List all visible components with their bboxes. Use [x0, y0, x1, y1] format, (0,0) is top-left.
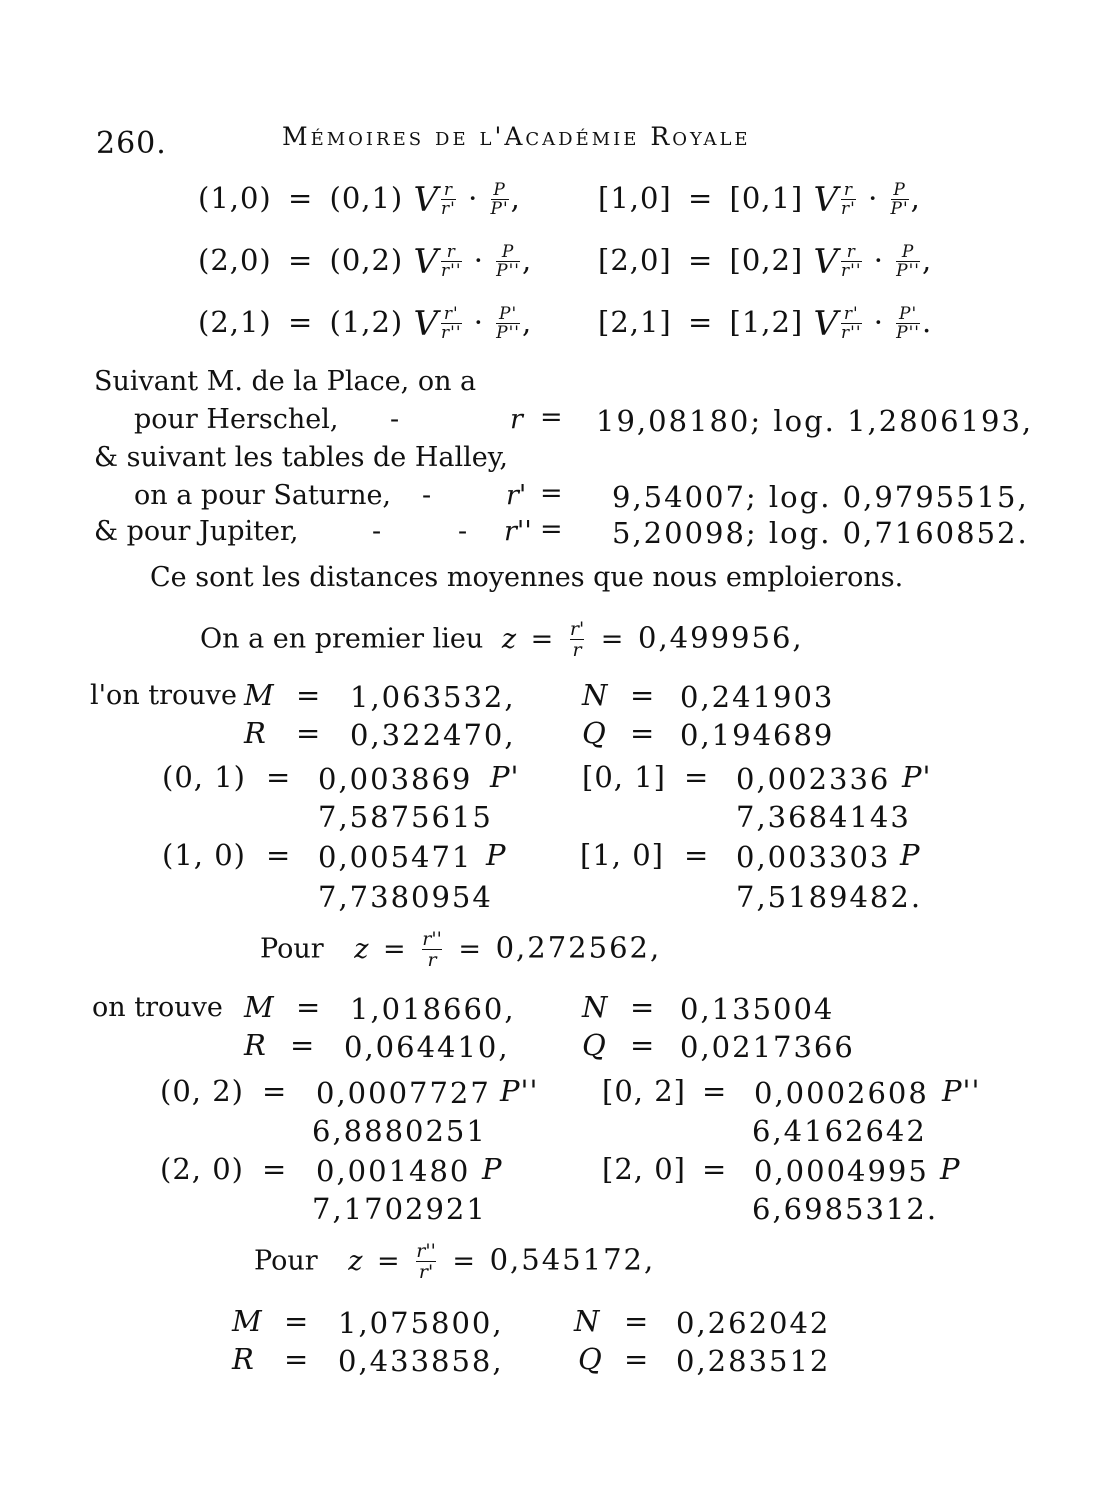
mass-symbol: P'': [942, 1074, 981, 1108]
relation-line-2-bracket: [598, 242, 932, 282]
herschel-variable: r: [510, 404, 523, 435]
coef-label: (0, 2): [160, 1074, 244, 1108]
mass-denominator: P'': [496, 261, 520, 281]
coef-value: 0,001480: [316, 1154, 471, 1188]
third-case: [254, 1242, 655, 1282]
root-sign: V: [413, 304, 440, 344]
relation-lhs: (2,1): [198, 305, 272, 339]
mass-symbol: P: [486, 838, 507, 872]
case-intro: Pour: [260, 933, 324, 965]
z-variable: z: [354, 933, 369, 965]
jupiter-variable: r'': [504, 516, 532, 547]
saturne-variable: r': [506, 480, 527, 511]
mass-numerator: P': [499, 304, 518, 324]
radicand-numerator: r: [846, 242, 856, 262]
coef-value: 0,0007727: [316, 1076, 491, 1110]
equals-sign: =: [452, 1245, 476, 1277]
equals-sign: =: [262, 1074, 288, 1108]
trouve-label: on trouve: [92, 992, 223, 1023]
separator: ,: [521, 243, 533, 277]
coef-label: [1, 0]: [580, 838, 664, 872]
equals-sign: =: [684, 838, 710, 872]
separator: ,: [510, 181, 521, 215]
relation-line-2: [198, 242, 532, 282]
ratio-fraction: [570, 620, 584, 660]
trouve-label: l'on trouve: [90, 680, 237, 711]
radicand-numerator: r: [443, 180, 453, 200]
ratio-fraction: [416, 1242, 436, 1282]
equals-sign: =: [624, 1342, 650, 1376]
radicand-numerator: r': [843, 304, 859, 324]
equals-sign: =: [687, 181, 714, 215]
N-label: N: [574, 1304, 601, 1338]
relation-rhs-base: (0,2): [329, 243, 404, 277]
M-label: M: [232, 1304, 263, 1338]
coef-value: 0,002336: [736, 762, 891, 796]
radicand-fraction: [441, 182, 456, 218]
mass-fraction: [496, 244, 520, 280]
mass-numerator: P: [493, 180, 506, 200]
ratio-numerator: r': [569, 618, 585, 640]
N-value: 0,135004: [680, 992, 835, 1026]
running-header: Mémoires de l'Académie Royale: [282, 122, 751, 151]
N-value: 0,241903: [680, 680, 835, 714]
root-sign: V: [413, 180, 440, 220]
relation-lhs: [1,0]: [598, 181, 672, 215]
case-intro: Pour: [254, 1245, 318, 1277]
equals-sign: =: [296, 716, 322, 750]
coef-log: 6,8880251: [312, 1114, 487, 1148]
separator: ,: [921, 243, 933, 277]
N-label: N: [582, 990, 609, 1024]
equals-sign: =: [630, 678, 656, 712]
equals-sign: =: [540, 402, 563, 433]
equals-sign: =: [540, 478, 563, 509]
ratio-numerator: r'': [416, 1240, 436, 1262]
relation-rhs-base: (1,2): [329, 305, 404, 339]
equals-sign: =: [687, 243, 714, 277]
coef-value: 0,005471: [318, 840, 473, 874]
ratio-numerator: r'': [422, 928, 442, 950]
equals-sign: =: [383, 933, 406, 965]
M-value: 1,018660,: [350, 992, 516, 1026]
dot: ·: [473, 305, 484, 339]
radicand-fraction: [841, 244, 861, 280]
coef-value: 0,003303: [736, 840, 891, 874]
ratio-value: 0,499956,: [638, 620, 804, 655]
case-intro: On a en premier lieu: [200, 623, 484, 655]
Q-label: Q: [578, 1342, 603, 1376]
relation-line-1-bracket: [598, 180, 921, 220]
coef-label: [0, 1]: [582, 760, 666, 794]
equals-sign: =: [530, 623, 554, 655]
coef-log: 7,5875615: [318, 800, 493, 834]
equals-sign: =: [630, 716, 656, 750]
coef-log: 6,6985312.: [752, 1192, 939, 1226]
equals-sign: =: [287, 181, 314, 215]
equals-sign: =: [630, 1028, 656, 1062]
mass-symbol: P'': [500, 1074, 539, 1108]
Q-label: Q: [582, 716, 607, 750]
ratio-fraction: [422, 930, 442, 970]
R-value: 0,433858,: [338, 1344, 504, 1378]
second-case: [260, 930, 661, 970]
coef-label: (2, 0): [160, 1152, 244, 1186]
M-label: M: [244, 678, 275, 712]
dash: -: [390, 404, 400, 435]
mass-symbol: P: [940, 1152, 961, 1186]
R-value: 0,064410,: [344, 1030, 510, 1064]
radicand-fraction: [441, 306, 461, 342]
first-case: [200, 620, 804, 660]
dash: -: [458, 516, 468, 547]
dot: ·: [473, 243, 484, 277]
dot: ·: [873, 305, 884, 339]
R-value: 0,322470,: [350, 718, 516, 752]
equals-sign: =: [262, 1152, 288, 1186]
separator: ,: [521, 305, 533, 339]
mass-denominator: P'': [496, 323, 520, 343]
relation-lhs: [2,1]: [598, 305, 672, 339]
mass-fraction: [896, 306, 920, 342]
ratio-denominator: r': [416, 1261, 436, 1282]
root-sign: V: [813, 180, 840, 220]
equals-sign: =: [287, 243, 314, 277]
radicand-denominator: r'': [841, 261, 862, 281]
dash: -: [372, 516, 382, 547]
relation-line-3: [198, 304, 532, 344]
radicand-denominator: r'': [841, 323, 862, 343]
mass-numerator: P: [901, 242, 915, 262]
jupiter-value: 5,20098; log. 0,7160852.: [612, 516, 1029, 550]
coef-value: 0,003869: [318, 762, 473, 796]
dot: ·: [868, 181, 879, 215]
M-label: M: [244, 990, 275, 1024]
mass-symbol: P: [900, 838, 921, 872]
mass-numerator: P': [899, 304, 918, 324]
ratio-denominator: r: [422, 949, 442, 970]
equals-sign: =: [540, 514, 563, 545]
mass-fraction: [496, 306, 520, 342]
equals-sign: =: [287, 305, 314, 339]
Q-value: 0,194689: [680, 718, 835, 752]
R-label: R: [244, 716, 267, 750]
ratio-denominator: r: [570, 639, 584, 660]
coef-label: [0, 2]: [602, 1074, 686, 1108]
coef-label: (0, 1): [162, 760, 246, 794]
coef-log: 7,1702921: [312, 1192, 487, 1226]
z-variable: z: [348, 1245, 363, 1277]
z-variable: z: [501, 623, 517, 655]
mass-symbol: P': [902, 760, 932, 794]
equals-sign: =: [687, 305, 714, 339]
Q-value: 0,0217366: [680, 1030, 855, 1064]
equals-sign: =: [290, 1028, 316, 1062]
mass-fraction: [891, 182, 909, 218]
radicand-denominator: r': [841, 199, 856, 219]
radicand-fraction: [441, 244, 461, 280]
equals-sign: =: [296, 678, 322, 712]
ratio-value: 0,545172,: [489, 1242, 656, 1277]
separator: ,: [910, 181, 921, 215]
coef-value: 0,0002608: [754, 1076, 929, 1110]
herschel-value: 19,08180; log. 1,2806193,: [596, 404, 1034, 438]
equals-sign: =: [377, 1245, 400, 1277]
mass-denominator: P': [890, 199, 909, 219]
relation-line-1: [198, 180, 521, 220]
coef-value: 0,0004995: [754, 1154, 929, 1188]
equals-sign: =: [702, 1074, 728, 1108]
relation-lhs: [2,0]: [598, 243, 672, 277]
Q-label: Q: [582, 1028, 607, 1062]
R-label: R: [244, 1028, 267, 1062]
relation-rhs-base: [1,2]: [729, 305, 804, 339]
N-label: N: [582, 678, 609, 712]
radicand-numerator: r: [843, 180, 853, 200]
relation-lhs: (1,0): [198, 181, 272, 215]
root-sign: V: [813, 242, 840, 282]
jupiter-label: & pour Jupiter,: [94, 516, 299, 547]
mass-numerator: P: [893, 180, 906, 200]
coef-log: 7,3684143: [736, 800, 911, 834]
mass-denominator: P': [490, 199, 509, 219]
relation-rhs-base: [0,2]: [729, 243, 804, 277]
radicand-fraction: [841, 306, 861, 342]
separator: .: [921, 305, 933, 339]
distances-intro: Suivant M. de la Place, on a: [94, 366, 477, 397]
mass-symbol: P': [490, 760, 520, 794]
relation-line-3-bracket: [598, 304, 932, 344]
equals-sign: =: [624, 1304, 650, 1338]
equals-sign: =: [266, 838, 292, 872]
coef-log: 7,5189482.: [736, 880, 923, 914]
coef-label: (1, 0): [162, 838, 246, 872]
dot: ·: [873, 243, 884, 277]
coef-log: 7,7380954: [318, 880, 493, 914]
coef-log: 6,4162642: [752, 1114, 927, 1148]
relation-rhs-base: [0,1]: [729, 181, 804, 215]
coef-label: [2, 0]: [602, 1152, 686, 1186]
equals-sign: =: [284, 1304, 310, 1338]
page-number: 260.: [96, 126, 167, 161]
saturne-value: 9,54007; log. 0,9795515,: [612, 480, 1029, 514]
mass-fraction: [491, 182, 509, 218]
mass-fraction: [896, 244, 920, 280]
radicand-numerator: r': [443, 304, 459, 324]
equals-sign: =: [266, 760, 292, 794]
mass-symbol: P: [482, 1152, 503, 1186]
saturne-label: on a pour Saturne,: [134, 480, 392, 511]
distances-conclusion: Ce sont les distances moyennes que nous emploierons.: [150, 562, 904, 593]
dash: -: [422, 480, 432, 511]
equals-sign: =: [684, 760, 710, 794]
Q-value: 0,283512: [676, 1344, 831, 1378]
ratio-value: 0,272562,: [495, 930, 662, 965]
root-sign: V: [413, 242, 440, 282]
relation-lhs: (2,0): [198, 243, 272, 277]
equals-sign: =: [630, 990, 656, 1024]
equals-sign: =: [600, 623, 624, 655]
N-value: 0,262042: [676, 1306, 831, 1340]
equals-sign: =: [458, 933, 482, 965]
herschel-label: pour Herschel,: [134, 404, 339, 435]
equals-sign: =: [296, 990, 322, 1024]
relation-rhs-base: (0,1): [329, 181, 404, 215]
equals-sign: =: [284, 1342, 310, 1376]
radicand-numerator: r: [446, 242, 456, 262]
radicand-fraction: [841, 182, 856, 218]
mass-numerator: P: [501, 242, 515, 262]
radicand-denominator: r'': [441, 323, 462, 343]
radicand-denominator: r'': [441, 261, 462, 281]
halley-line: & suivant les tables de Halley,: [94, 442, 508, 473]
M-value: 1,063532,: [350, 680, 516, 714]
mass-denominator: P'': [896, 323, 920, 343]
dot: ·: [468, 181, 479, 215]
radicand-denominator: r': [441, 199, 456, 219]
M-value: 1,075800,: [338, 1306, 504, 1340]
root-sign: V: [813, 304, 840, 344]
equals-sign: =: [702, 1152, 728, 1186]
R-label: R: [232, 1342, 255, 1376]
mass-denominator: P'': [896, 261, 920, 281]
